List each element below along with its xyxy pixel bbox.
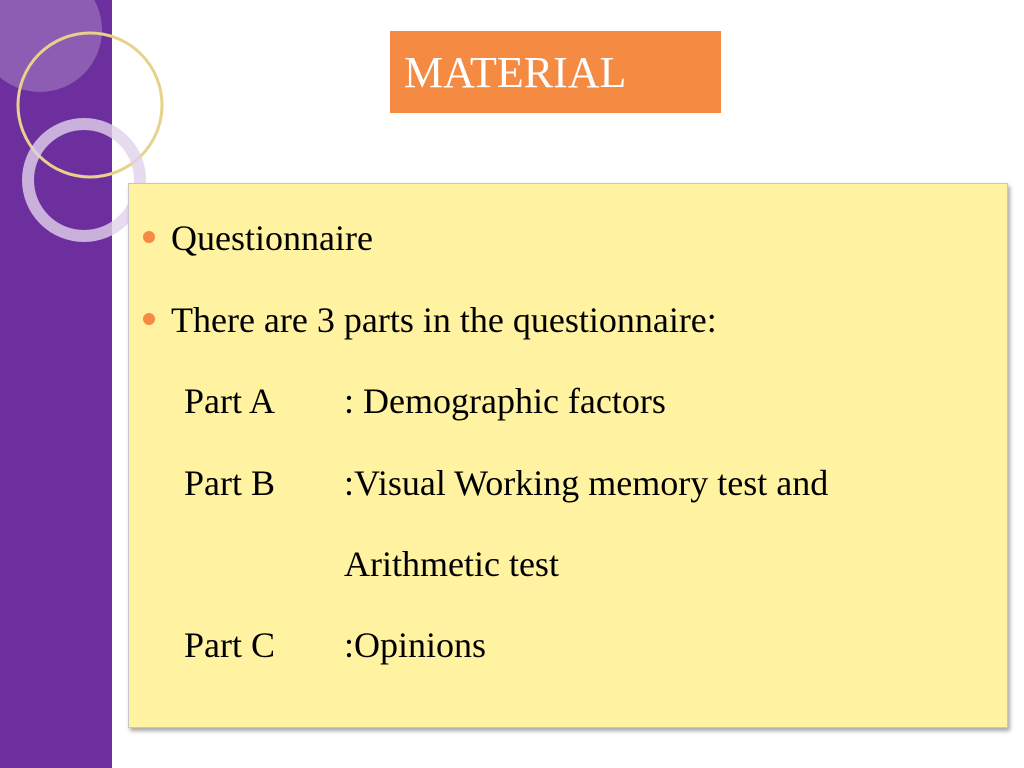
slide-title: MATERIAL bbox=[404, 48, 627, 97]
bullet-text: Questionnaire bbox=[171, 218, 373, 258]
part-description: : Demographic factors bbox=[344, 381, 666, 421]
part-name: Part A bbox=[184, 381, 276, 421]
part-description: :Opinions bbox=[344, 625, 487, 665]
part-description: Arithmetic test bbox=[344, 544, 559, 584]
part-description: :Visual Working memory test and bbox=[344, 463, 829, 503]
part-name: Part C bbox=[184, 625, 276, 665]
part-name: Part B bbox=[184, 463, 276, 503]
bullet-dot-icon bbox=[143, 231, 155, 243]
bullet-text: There are 3 parts in the questionnaire: bbox=[171, 300, 717, 340]
content-box bbox=[128, 183, 1008, 728]
title-box bbox=[390, 31, 721, 113]
bullet-dot-icon bbox=[143, 313, 155, 325]
